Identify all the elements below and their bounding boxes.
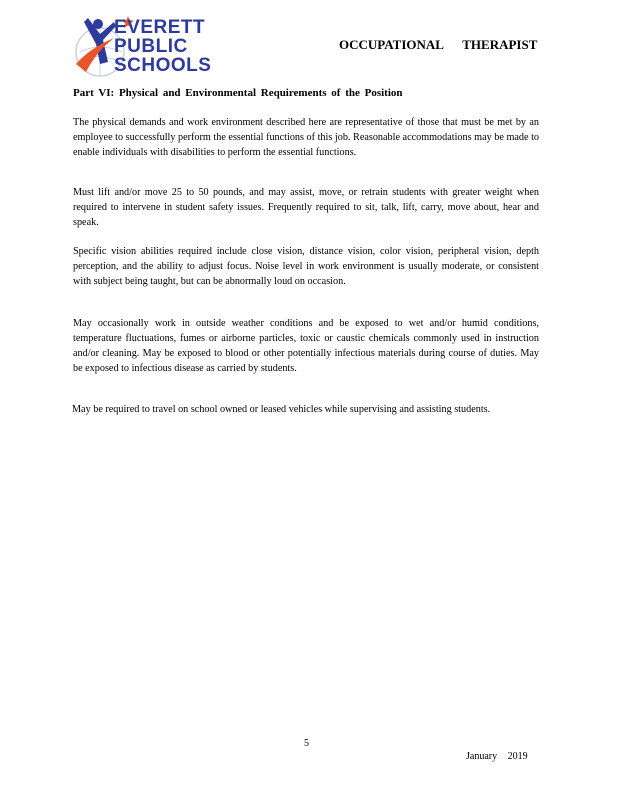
footer-date: January 2019 (466, 751, 528, 762)
section-heading: Part VI: Physical and Environmental Requirements of the Position (73, 87, 403, 99)
paragraph-physical-demands: The physical demands and work environment described here are representative of those that must be met by an employee to successfully perform the essential functions of this job. Reasonable accommodations may be made to enable individuals with disabilities to perform the essential functions. (73, 117, 539, 158)
logo-line-1: EVERETT (114, 17, 206, 38)
paragraph-travel: May be required to travel on school owned or leased vehicles while supervising and assisting students. (72, 404, 491, 415)
everett-public-schools-logo (70, 12, 245, 80)
document-title: OCCUPATIONAL THERAPIST (339, 37, 538, 52)
paragraph-vision-noise: Specific vision abilities required include close vision, distance vision, color vision, peripheral vision, depth perception, and the ability to adjust focus. Noise level in work environment is usually moderate, or consistent with subject being taught, but can be abnormally loud on occasion. (73, 246, 539, 287)
page-number: 5 (304, 738, 309, 749)
logo-line-2: PUBLIC (114, 36, 188, 57)
paragraph-lifting: Must lift and/or move 25 to 50 pounds, and may assist, move, or retrain students with greater weight when required to intervene in student safety issues. Frequently required to sit, talk, lift, carry, move about, hear and speak. (73, 187, 539, 228)
logo-line-3: SCHOOLS (114, 55, 212, 76)
logo-wordmark (114, 18, 211, 75)
paragraph-environment-exposure: May occasionally work in outside weather conditions and be exposed to wet and/or humid conditions, temperature fluctuations, fumes or airborne particles, toxic or caustic chemicals commonly used in instruction and/or cleaning. May be exposed to blood or other potentially infectious materials during course of duties. May be exposed to infectious disease as carried by students. (73, 318, 539, 374)
